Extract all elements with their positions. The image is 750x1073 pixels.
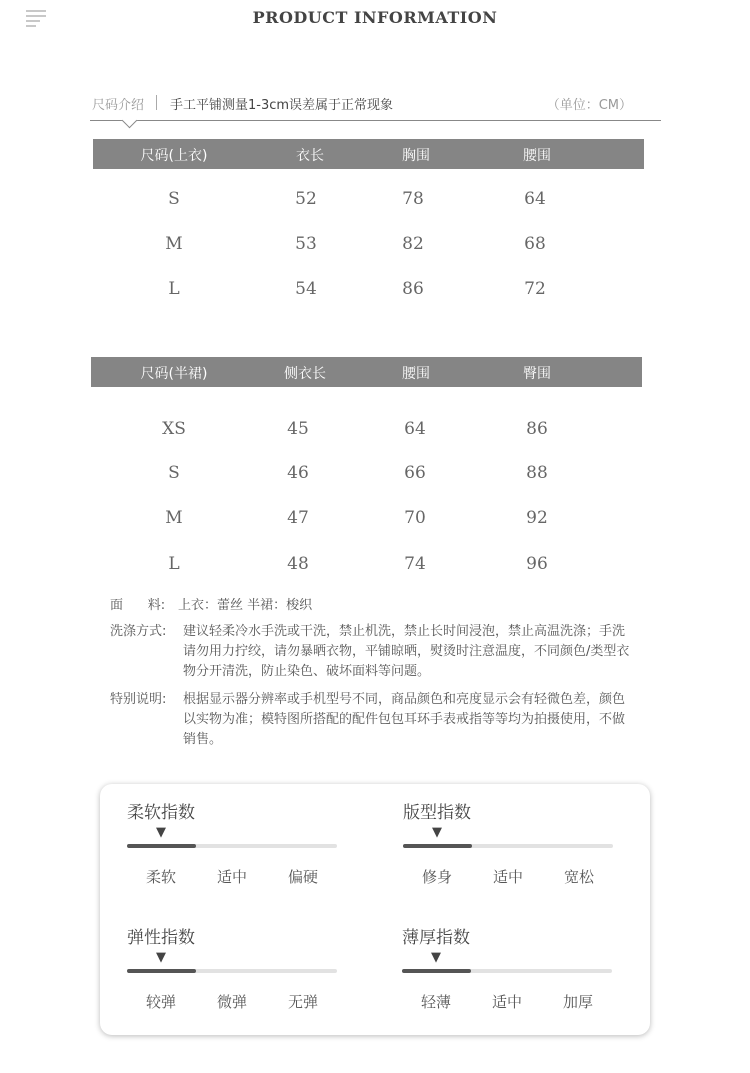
measure-cell: 54 — [295, 279, 317, 299]
index-title: 版型指数 — [403, 803, 471, 823]
fit-index — [403, 798, 618, 908]
index-marker-icon: ▼ — [156, 950, 166, 965]
index-fill — [127, 969, 196, 973]
table-header — [91, 357, 642, 387]
index-label: 适中 — [492, 868, 523, 886]
index-title: 柔软指数 — [127, 803, 195, 823]
index-track — [403, 844, 613, 848]
washing-info — [110, 622, 640, 682]
header-cell: 尺码(上衣) — [140, 148, 208, 164]
measure-cell: 64 — [524, 189, 546, 209]
fabric-index-card — [100, 784, 650, 1035]
info-label: 特别说明: — [110, 692, 167, 707]
index-label: 轻薄 — [420, 993, 451, 1011]
size-intro — [90, 93, 660, 113]
softness-index — [127, 798, 342, 908]
index-label: 偏硬 — [287, 868, 318, 886]
measure-cell: 68 — [524, 234, 546, 254]
fabric-info — [110, 596, 640, 616]
measure-cell: 47 — [287, 508, 309, 528]
measure-cell: 92 — [526, 508, 548, 528]
header-cell: 腰围 — [523, 148, 551, 164]
measure-cell: 86 — [526, 419, 548, 439]
skirt-size-table — [91, 357, 642, 587]
index-marker-icon: ▼ — [432, 825, 442, 840]
info-value: 建议轻柔冷水手洗或干洗，禁止机洗，禁止长时间浸泡，禁止高温洗涤；手洗请勿用力拧绞，请勿暴晒衣物，平铺晾晒，熨烫时注意温度，不同颜色/类型衣物分开清洗，防止染色、破坏面料等问题。 — [183, 624, 630, 679]
size-cell: XS — [162, 419, 186, 439]
intro-underline — [90, 120, 661, 121]
measure-cell: 96 — [526, 554, 548, 574]
measure-cell: 64 — [404, 419, 426, 439]
intro-label: 尺码介绍 — [92, 98, 145, 113]
index-marker-icon: ▼ — [431, 950, 441, 965]
index-marker-icon: ▼ — [156, 825, 166, 840]
measure-cell: 78 — [402, 189, 424, 209]
intro-notch — [122, 113, 138, 129]
index-label: 较弹 — [145, 993, 176, 1011]
index-track — [127, 844, 337, 848]
index-track — [127, 969, 337, 973]
top-size-table — [93, 139, 644, 309]
measure-cell: 86 — [402, 279, 424, 299]
index-label: 适中 — [491, 993, 522, 1011]
size-cell: L — [168, 554, 180, 574]
intro-unit: （单位：CM） — [546, 98, 632, 113]
header-cell: 尺码(半裙) — [140, 366, 208, 382]
measure-cell: 82 — [402, 234, 424, 254]
index-label: 微弹 — [216, 993, 247, 1011]
measure-cell: 46 — [287, 463, 309, 483]
index-label: 柔软 — [145, 868, 176, 886]
size-cell: M — [165, 234, 183, 254]
measure-cell: 72 — [524, 279, 546, 299]
info-value: 根据显示器分辨率或手机型号不同，商品颜色和亮度显示会有轻微色差，颜色以实物为准；模特图所搭配的配件包包耳环手表戒指等等均为拍摄使用，不做销售。 — [183, 692, 626, 747]
measure-cell: 74 — [404, 554, 426, 574]
index-label: 宽松 — [563, 868, 594, 886]
special-note — [110, 690, 640, 750]
size-cell: L — [168, 279, 180, 299]
index-title: 薄厚指数 — [402, 928, 470, 948]
index-fill — [403, 844, 472, 848]
intro-note: 手工平铺测量1-3cm误差属于正常现象 — [170, 98, 394, 113]
measure-cell: 52 — [295, 189, 317, 209]
index-track — [402, 969, 612, 973]
info-label: 洗涤方式: — [110, 624, 167, 639]
header-cell: 臀围 — [523, 366, 551, 382]
info-label: 面 料: — [110, 598, 166, 613]
elasticity-index — [127, 923, 342, 1033]
header-cell: 衣长 — [296, 148, 324, 164]
header-cell: 腰围 — [402, 366, 430, 382]
size-cell: S — [168, 463, 180, 483]
measure-cell: 48 — [287, 554, 309, 574]
header-cell: 侧衣长 — [284, 366, 326, 382]
measure-cell: 70 — [404, 508, 426, 528]
index-title: 弹性指数 — [127, 928, 195, 948]
index-fill — [402, 969, 471, 973]
index-label: 加厚 — [562, 993, 593, 1011]
thickness-index — [402, 923, 617, 1033]
size-cell: S — [168, 189, 180, 209]
measure-cell: 88 — [526, 463, 548, 483]
measure-cell: 66 — [404, 463, 426, 483]
header-cell: 胸围 — [402, 148, 430, 164]
table-header — [93, 139, 644, 169]
measure-cell: 53 — [295, 234, 317, 254]
info-value: 上衣：蕾丝 半裙：梭织 — [178, 598, 313, 613]
intro-divider — [156, 95, 157, 110]
size-cell: M — [165, 508, 183, 528]
index-label: 适中 — [216, 868, 247, 886]
page-title: PRODUCT INFORMATION — [252, 8, 498, 27]
index-label: 修身 — [421, 868, 452, 886]
index-label: 无弹 — [287, 993, 318, 1011]
index-fill — [127, 844, 196, 848]
measure-cell: 45 — [287, 419, 309, 439]
